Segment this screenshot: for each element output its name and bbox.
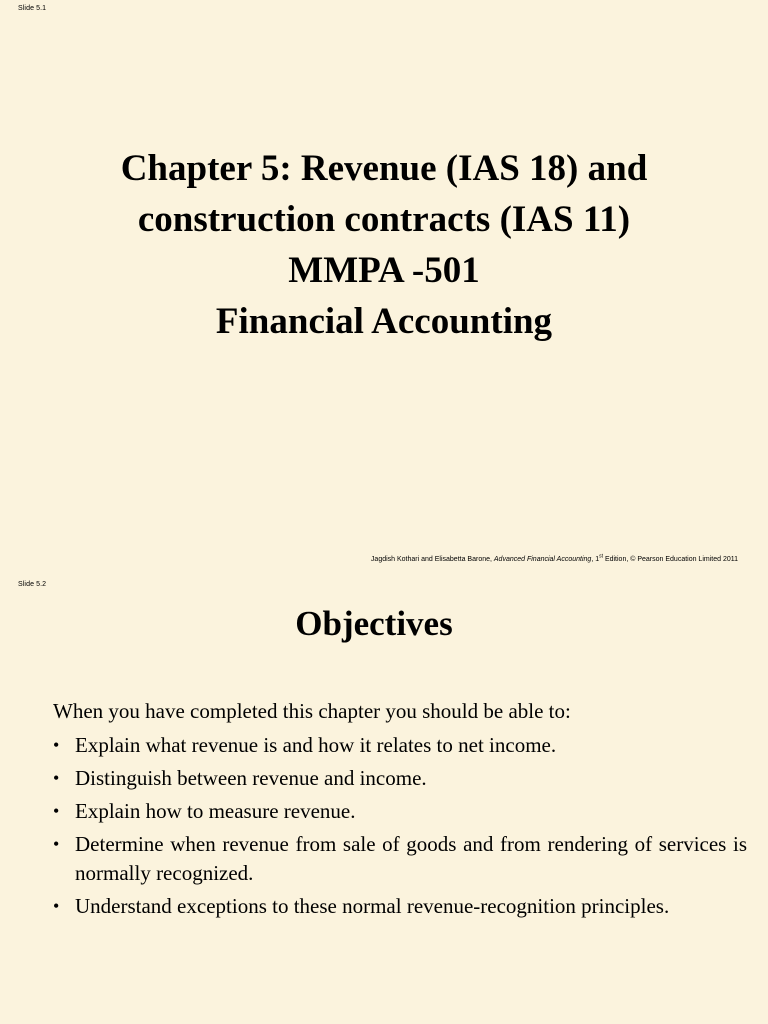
intro-text: When you have completed this chapter you should be able to:	[53, 699, 571, 723]
bullet-icon: •	[53, 768, 60, 788]
list-item	[53, 797, 747, 826]
objectives-list	[53, 731, 747, 925]
title-line: Financial Accounting	[215, 301, 553, 342]
list-item-text: Explain how to measure revenue.	[75, 799, 356, 823]
list-item	[53, 892, 747, 921]
slide-2	[0, 576, 768, 1024]
citation-edition: , 1	[591, 556, 600, 563]
citation-authors: Jagdish Kothari and Elisabetta Barone,	[370, 556, 494, 563]
slide-number: Slide 5.2	[18, 581, 47, 588]
list-item	[53, 764, 747, 793]
title-line: construction contracts (IAS 11)	[137, 199, 631, 240]
citation-book-title: Advanced Financial Accounting	[493, 556, 592, 563]
citation-publisher: Edition, © Pearson Education Limited 2011	[603, 556, 738, 563]
bullet-icon: •	[53, 896, 60, 916]
list-item-text: Explain what revenue is and how it relates to net income.	[75, 733, 557, 757]
bullet-icon: •	[53, 834, 60, 854]
title-line: Chapter 5: Revenue (IAS 18) and	[120, 148, 648, 189]
chapter-title	[0, 143, 768, 347]
objectives-heading: Objectives	[295, 604, 453, 643]
copyright-citation	[370, 553, 738, 563]
citation-edition-suffix: st	[599, 553, 603, 560]
bullet-icon: •	[53, 735, 60, 755]
list-item-text: Determine when revenue from sale of goods and from rendering of services is normally recognized.	[75, 832, 747, 885]
slide-number: Slide 5.1	[18, 5, 47, 12]
list-item-text: Distinguish between revenue and income.	[75, 766, 427, 790]
list-item	[53, 830, 747, 888]
title-line: MMPA -501	[288, 250, 480, 291]
list-item	[53, 731, 747, 760]
list-item-text: Understand exceptions to these normal revenue-recognition principles.	[75, 894, 670, 918]
bullet-icon: •	[53, 801, 60, 821]
